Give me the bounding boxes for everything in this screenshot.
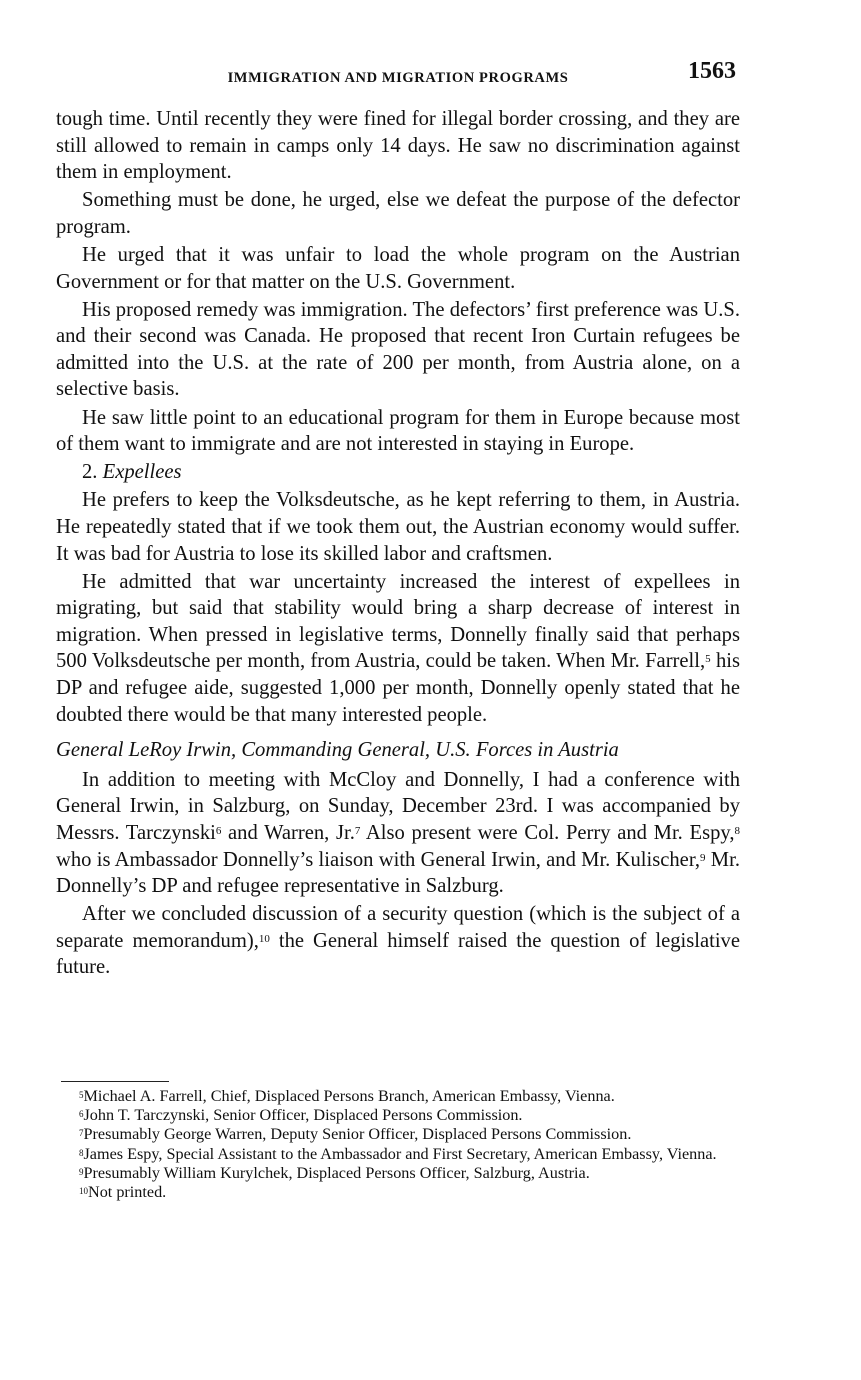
- footnote: [61, 1164, 743, 1183]
- paragraph-text: who is Ambassador Donnelly’s liaison with General Irwin, and Mr. Kulischer,: [56, 848, 701, 871]
- page-number: 1563: [688, 58, 736, 84]
- footnote: [61, 1125, 743, 1144]
- footnote-text: Not printed.: [88, 1183, 167, 1202]
- footnote-ref: 10: [258, 932, 270, 945]
- paragraph-text: his DP and refugee aide, suggested 1,000 per month, Donnelly openly stated that he doubted there would be that many interested people.: [56, 650, 740, 726]
- paragraph-text: Mr. Donnelly’s DP and refugee representative in Salzburg.: [56, 848, 740, 898]
- footnote-text: Michael A. Farrell, Chief, Displaced Persons Branch, American Embassy, Vienna.: [83, 1087, 615, 1105]
- paragraph-text: He admitted that war uncertainty increased the interest of expellees in migrating, but said that stability would bring a sharp decrease of interest in migration. When pressed in legislative terms, Donnelly finally said that perhaps 500 Volksdeutsche per month, from Austria, could be taken. When Mr. Farrell,: [56, 570, 740, 673]
- footnote-ref: 6: [215, 824, 222, 837]
- paragraph-text: the General himself raised the question of legislative future.: [56, 929, 740, 979]
- subsection-number: 2.: [82, 461, 98, 484]
- footnote-mark: 6: [79, 1109, 84, 1120]
- running-head: IMMIGRATION AND MIGRATION PROGRAMS: [227, 70, 569, 86]
- footnote-mark: 9: [79, 1166, 84, 1177]
- page-header: [56, 58, 740, 94]
- footnote: [61, 1087, 743, 1106]
- footnotes: [61, 1087, 743, 1202]
- paragraph: [56, 901, 740, 981]
- paragraph: He urged that it was unfair to load the whole program on the Austrian Government or for that matter on the U.S. Government.: [56, 243, 740, 293]
- subsection-title: Expellees: [102, 461, 182, 484]
- body-text: [56, 106, 740, 983]
- paragraph: Something must be done, he urged, else we defeat the purpose of the defector program.: [56, 189, 740, 238]
- section-title: General LeRoy Irwin, Commanding General, U.S. Forces in Austria: [56, 739, 619, 762]
- footnote-mark: 10: [79, 1186, 88, 1197]
- footnote: [61, 1145, 743, 1164]
- paragraph: His proposed remedy was immigration. The defectors’ first preference was U.S. and their second was Canada. He proposed that recent Iron Curtain refugees be admitted into the U.S. at the rate of 200 per month, from Austria alone, on a selective basis.: [56, 298, 740, 401]
- footnote-ref: 8: [734, 824, 741, 837]
- footnote-rule: [61, 1081, 169, 1082]
- footnote-mark: 8: [79, 1147, 84, 1158]
- footnote-text: John T. Tarczynski, Senior Officer, Displaced Persons Commission.: [83, 1106, 523, 1125]
- paragraph: [56, 767, 740, 900]
- paragraph: tough time. Until recently they were fined for illegal border crossing, and they are still allowed to remain in camps only 14 days. He saw no discrimination against them in employment.: [56, 108, 740, 184]
- footnote-ref: 9: [700, 851, 706, 864]
- subsection-heading: [56, 459, 740, 486]
- paragraph-text: Also present were Col. Perry and Mr. Espy,: [360, 821, 735, 844]
- paragraph-text: After we concluded discussion of a security question (which is the subject of a separate memorandum),: [56, 903, 740, 952]
- footnote-mark: 7: [79, 1128, 84, 1139]
- footnote-ref: 7: [354, 824, 361, 837]
- paragraph-text: In addition to meeting with McCloy and Donnelly, I had a conference with General Irwin, in Salzburg, on Sunday, December 23rd. I was accompanied by Messrs. Tarczynski: [56, 768, 740, 844]
- paragraph: He saw little point to an educational program for them in Europe because most of them want to immigrate and are not interested in staying in Europe.: [56, 406, 740, 456]
- paragraph: [56, 569, 740, 729]
- footnote-ref: 5: [705, 653, 711, 666]
- paragraph: He prefers to keep the Volksdeutsche, as he kept referring to them, in Austria. He repeatedly stated that if we took them out, the Austrian economy would suffer. It was bad for Austria to lose its skilled labor and craftsmen.: [56, 489, 740, 565]
- footnote: [61, 1183, 743, 1202]
- paragraph-text: and Warren, Jr.: [221, 821, 355, 844]
- footnote: [61, 1106, 743, 1125]
- footnote-text: Presumably George Warren, Deputy Senior Officer, Displaced Persons Commission.: [83, 1125, 632, 1144]
- footnote-text: James Espy, Special Assistant to the Ambassador and First Secretary, American Embassy, Vienna.: [83, 1144, 717, 1163]
- footnote-mark: 5: [79, 1090, 84, 1100]
- footnote-text: Presumably William Kurylchek, Displaced Persons Officer, Salzburg, Austria.: [83, 1163, 590, 1182]
